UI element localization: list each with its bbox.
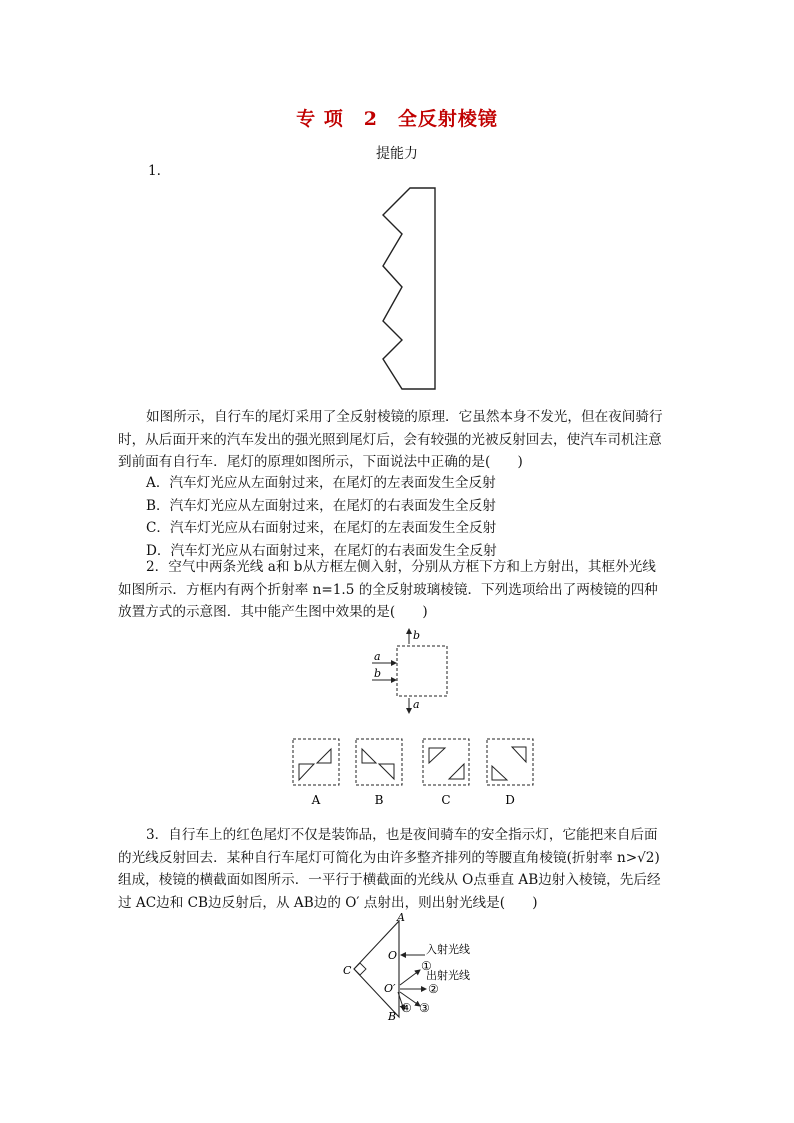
q1-number: 1. [148,163,161,179]
q3-prism-figure [340,912,480,1027]
q1-option-a: A．汽车灯光应从左面射过来，在尾灯的左表面发生全反射 [146,475,496,491]
point-o-prime-label: O′ [384,982,396,995]
q1-option-d: D．汽车灯光应从右面射过来，在尾灯的右表面发生全反射 [146,542,497,559]
q1-stem-line-3: 到前面有自行车．尾灯的原理如图所示，下面说法中正确的是( ) [118,454,523,470]
vertex-b-label: B [388,1010,397,1023]
vertex-c-label: C [343,964,352,977]
q3-stem-line-2: 的光线反射回去．某种自行车尾灯可简化为由许多整齐排列的等腰直角棱镜(折射率 n>√2) [118,849,660,866]
q1-option-b: B．汽车灯光应从左面射过来，在尾灯的右表面发生全反射 [146,497,496,514]
ray-3-label: ③ [419,1001,430,1015]
taillight-sawtooth-shape [383,188,435,389]
q1-stem [118,406,718,474]
ray-1-label: ① [421,959,432,973]
q2-choices-figure [285,735,545,810]
q3-stem-line-3: 组成，棱镜的横截面如图所示．一平行于横截面的光线从 O点垂直 AB边射入棱镜，先后经 [118,872,661,888]
q2-box-figure [360,625,460,715]
q1-stem-line-2: 时，从后面开来的汽车发出的强光照到尾灯后，会有较强的光被反射回去，使汽车司机注意 [118,431,662,448]
q3-stem-line-1: 3．自行车上的红色尾灯不仅是装饰品，也是夜间骑车的安全指示灯，它能把来自后面 [146,827,658,843]
choice-a-box [293,739,339,785]
prism-triangle [354,921,399,1017]
q2-stem-line-1: 2．空气中两条光线 a和 b从方框左侧入射，分别从方框下方和上方射出，其框外光线 [146,559,656,575]
q2-stem-line-2: 如图所示．方框内有两个折射率 n=1.5 的全反射玻璃棱镜．下列选项给出了两棱镜的四种 [118,581,658,598]
choice-a-prism-upper [317,749,331,763]
choice-c-prism-upper [429,748,445,763]
label-b-left: b [374,667,382,680]
q2-stem [118,556,718,624]
choice-a-label: A [311,793,321,807]
choice-d-prism-lower [492,766,507,780]
label-a-bottom: a [413,698,420,711]
choice-b-prism-upper [362,749,376,763]
choice-d-label: D [505,793,515,807]
q3-stem-line-4: 过 AC边和 CB边反射后，从 AB边的 O′ 点射出，则出射光线是( ) [118,894,538,911]
choice-c-label: C [441,793,451,807]
label-a-left: a [374,650,381,663]
outgoing-ray-label: 出射光线 [426,969,470,982]
choice-b-label: B [374,793,384,807]
q1-options [146,472,497,562]
vertex-a-label: A [397,912,405,924]
ray-4-label: ④ [401,1001,412,1015]
q1-stem-line-1: 如图所示，自行车的尾灯采用了全反射棱镜的原理．它虽然本身不发光，但在夜间骑行 [146,409,663,425]
choice-a-prism-lower [299,764,314,780]
choice-d-prism-upper [512,747,526,762]
taillight-figure [375,184,441,394]
incident-ray-label: 入射光线 [426,943,470,956]
label-b-top: b [413,629,421,642]
choice-c-prism-lower [449,764,464,779]
point-o-label: O [388,949,398,962]
choice-b-prism-lower [379,764,394,779]
q1-option-c: C．汽车灯光应从右面射过来，在尾灯的左表面发生全反射 [146,520,497,536]
choice-b-box [356,739,402,785]
page-title: 专 项 2 全反射棱镜 [296,108,498,130]
q3-stem [118,824,718,914]
ray-2-label: ② [428,982,439,996]
dashed-box [397,646,447,696]
section-subtitle: 提能力 [376,146,418,162]
q2-stem-line-3: 放置方式的示意图．其中能产生图中效果的是( ) [118,604,428,620]
right-angle-marker [354,963,366,975]
ray-1 [400,970,420,985]
